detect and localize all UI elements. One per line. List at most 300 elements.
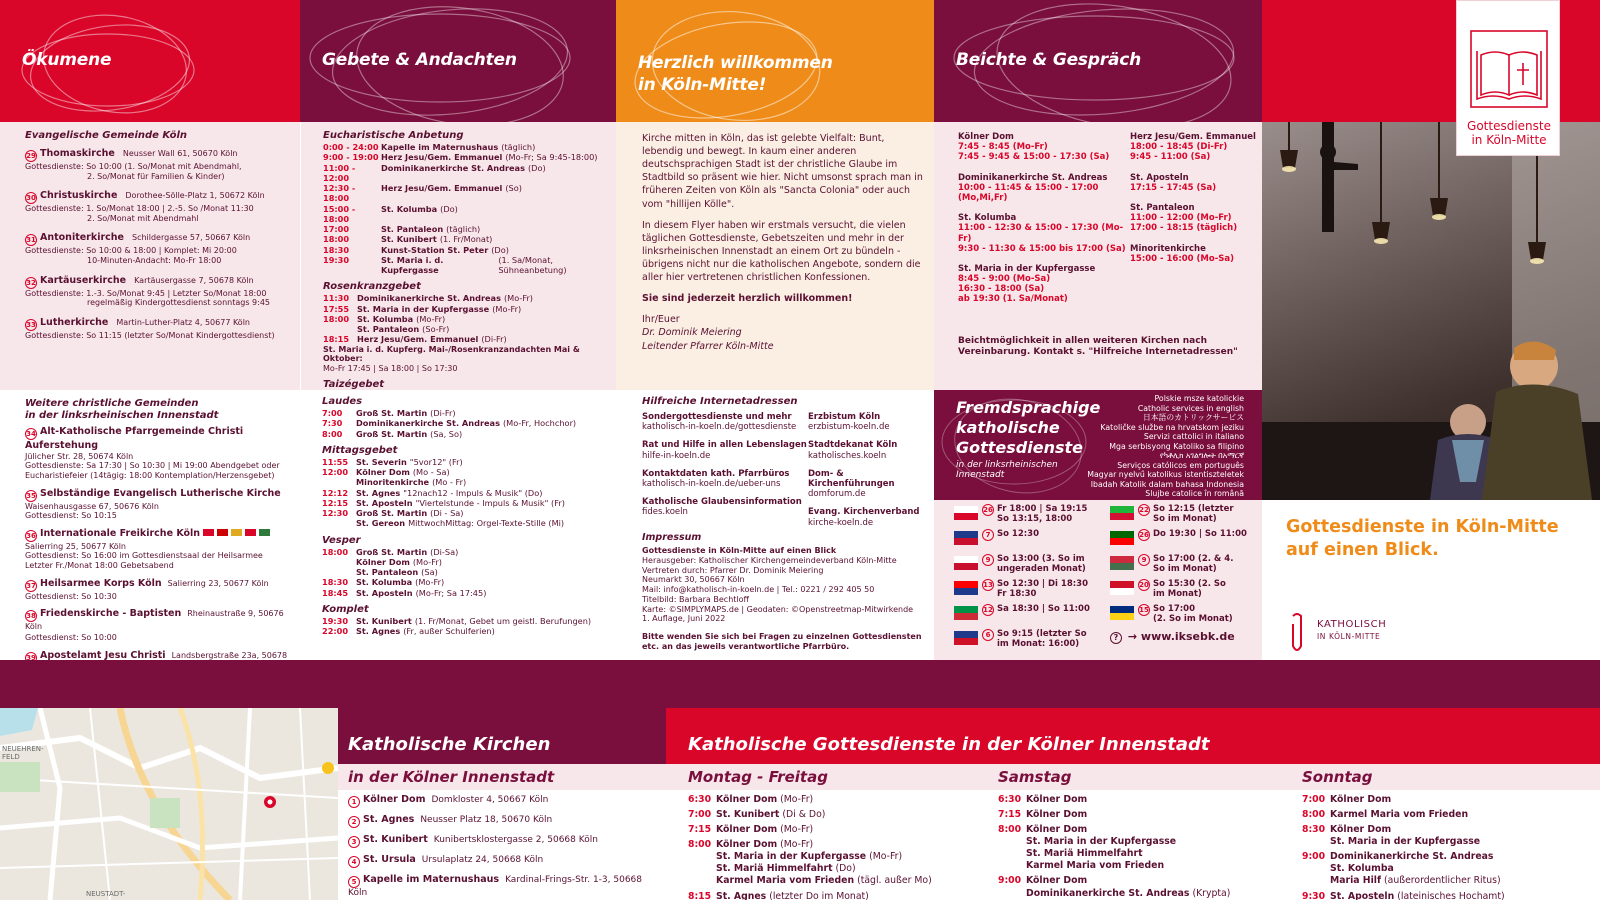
beichte-church: St. Aposteln <box>1130 172 1189 183</box>
gd-so-title: Sonntag <box>1302 768 1373 786</box>
service-time: 8:30 <box>1302 824 1326 836</box>
oekumene-panel <box>0 122 300 390</box>
service-time: 8:00 <box>688 839 712 851</box>
church-number: 20 <box>1139 581 1149 589</box>
fremd-left <box>954 504 1122 654</box>
list-title: Eucharistische Anbetung <box>323 130 464 141</box>
language-line: Catholic services in english <box>1137 403 1244 413</box>
service-row <box>998 824 1298 836</box>
schedule-note: (Do) <box>527 162 546 173</box>
schedule-time: 19:30 <box>323 254 350 265</box>
schedule-note: (Mo-Fr) <box>412 556 442 567</box>
schedule-church: Herz Jesu/Gem. Emmanuel <box>357 334 479 345</box>
welcome-text <box>642 132 924 353</box>
service-note: (Di & Do) <box>782 809 826 821</box>
schedule-row <box>322 577 614 587</box>
list-title: Mittagsgebet <box>322 444 398 456</box>
links-panel <box>616 390 934 660</box>
link-label: Stadtdekanat Köln <box>808 440 898 451</box>
schedule-note: (Mo-Fr, Hochchor) <box>502 418 577 429</box>
fremd-time: Sa 18:30 | So 11:00 <box>997 604 1090 614</box>
church-number: 3 <box>348 836 360 848</box>
link-label: Dom- & Kirchenführungen <box>808 468 895 489</box>
service-row <box>688 875 988 887</box>
schedule-row <box>323 224 615 234</box>
fremd-time: ungeraden Monat) <box>997 564 1086 575</box>
beichte-entry <box>1130 173 1262 193</box>
schedule-row <box>323 324 615 334</box>
fremd-times <box>1153 504 1234 524</box>
service-time <box>998 860 1026 872</box>
gd-sa-list <box>998 794 1298 900</box>
fremd-times <box>1153 604 1233 624</box>
schedule-time: 12:00 <box>322 467 349 477</box>
flag-icon <box>1110 506 1134 520</box>
schedule-time: 8:00 <box>322 428 343 439</box>
fremd-row <box>1110 504 1260 529</box>
flag-icon <box>954 581 978 595</box>
schedule-church: St. Severin <box>356 456 407 467</box>
beichte-church: St. Maria in der Kupfergasse <box>958 263 1096 274</box>
church-heading <box>25 232 295 246</box>
church-name: Internationale Freikirche Köln <box>40 527 201 539</box>
church-name: Thomaskirche <box>40 148 115 159</box>
service-church: Kölner Dom <box>716 824 778 836</box>
schedule-row <box>322 477 614 487</box>
church-detail: Gottesdienst: So 16:00 im Gottesdienstsaal der Heilsarmee <box>25 551 263 561</box>
link-entry <box>642 412 812 432</box>
map-label: NEUEHREN- FELD <box>2 745 44 761</box>
schedule-note: (Mo - Fr) <box>432 477 467 488</box>
church-address: Kardinal-Frings-Str. 1-3, 50668 Köln <box>348 875 643 898</box>
gd-title: Katholische Gottesdienste in der Kölner Innenstadt <box>688 734 1210 755</box>
beichte-church: Kölner Dom <box>958 132 1014 142</box>
flag-icon <box>231 529 242 536</box>
church-heading <box>25 488 297 502</box>
gd-header <box>666 708 1600 764</box>
link-url[interactable]: katholisches.koeln <box>808 450 887 461</box>
fremd-time: So 17:00 (2. & 4. <box>1153 554 1234 564</box>
service-church: Kölner Dom <box>1026 794 1088 805</box>
church-address: Dorothee-Sölle-Platz 1, 50672 Köln <box>125 191 265 201</box>
church-number: 15 <box>1139 606 1149 614</box>
flag-row <box>200 529 270 539</box>
service-note: (Mo-Fr) <box>780 839 814 851</box>
service-row <box>688 891 988 900</box>
schedule-time: 15:00 - 18:00 <box>323 203 356 224</box>
schedule-time: 7:30 <box>322 418 343 429</box>
divider-strip <box>0 660 1600 708</box>
schedule-time: 12:30 - 18:00 <box>323 183 356 204</box>
gebete-list-2 <box>322 396 614 636</box>
schedule-note: (täglich) <box>501 142 536 152</box>
service-row <box>1302 851 1600 863</box>
schedule-row <box>323 314 615 324</box>
schedule-row <box>322 508 614 518</box>
schedule-row <box>322 557 614 567</box>
gd-mf-list <box>688 794 988 900</box>
service-note: (Mo-Fr) <box>780 794 814 805</box>
schedule-note: (Mo-Fr; Sa 9:45-18:00) <box>505 152 598 163</box>
schedule-note: (Sa, So) <box>430 428 463 439</box>
language-line: 日本語のカトリックサービス <box>1142 413 1244 422</box>
link-entry <box>642 497 812 517</box>
service-row <box>1302 794 1600 806</box>
church-number: 2 <box>348 816 360 828</box>
fremd-times <box>997 554 1086 574</box>
church-address: Landsbergstraße 23a, 50678 <box>171 650 288 660</box>
header-oekumene <box>0 0 300 122</box>
schedule-church: Groß St. Martin <box>356 428 428 439</box>
church-services-note: regelmäßig Kindergottesdienst sonntags 9:45 <box>87 298 270 308</box>
tagline-panel <box>1262 500 1600 660</box>
impressum-line: Gottesdienste in Köln-Mitte auf einen Blick <box>642 546 837 555</box>
link-url[interactable]: hilfe-in-koeln.de <box>642 450 711 461</box>
schedule-time <box>322 477 356 487</box>
fremd-time: So 15:30 (2. So <box>1153 579 1226 589</box>
signature-name: Dr. Dominik Meiering <box>642 327 742 339</box>
list-title: Laudes <box>322 396 363 407</box>
flag-icon <box>954 531 978 545</box>
church-entry <box>25 148 295 181</box>
church-address: Kartäusergasse 7, 50678 Köln <box>134 275 254 285</box>
link-url[interactable]: fides.koeln <box>642 507 688 518</box>
beichte-note: Beichtmöglichkeit in allen weiteren Kirchen nach Vereinbarung. Kontakt s. "Hilfreiche Internetadressen" <box>958 336 1238 357</box>
church-heading <box>25 608 297 633</box>
church-services-note: 2. So/Monat mit Abendmahl <box>87 213 199 223</box>
service-row <box>1302 836 1600 848</box>
church-name: St. Kunibert <box>363 834 428 845</box>
church-entry <box>25 528 297 571</box>
link-label: Rat und Hilfe in allen Lebenslagen <box>642 440 807 451</box>
beichte-time: 9:30 - 11:30 & 15:00 bis 17:00 (Sa) <box>958 243 1126 254</box>
schedule-note: (Mo-Fr; Sa 17:45) <box>415 587 487 598</box>
church-heading <box>25 190 295 204</box>
service-note: (Do) <box>835 863 856 875</box>
fremd-time: im Monat: 16:00) <box>997 639 1080 650</box>
list-title: Komplet <box>322 603 369 615</box>
church-name: Christuskirche <box>40 190 118 202</box>
schedule-row <box>322 429 614 439</box>
church-services: Gottesdienste: 1. So/Monat 18:00 | 2.-5. So /Monat 11:30 <box>25 204 254 214</box>
schedule-time: 18:00 <box>323 313 350 324</box>
schedule-time: 12:30 <box>322 508 349 518</box>
link-url[interactable]: katholisch-in-koeln.de/ueber-uns <box>642 478 781 489</box>
church-entry <box>25 426 297 481</box>
service-row <box>688 794 988 806</box>
schedule-church: St. Maria i. d. Kupfergasse <box>381 254 444 275</box>
kirche-entry <box>348 834 664 848</box>
service-time: 9:00 <box>998 875 1022 887</box>
service-note: (außerordentlicher Ritus) <box>1384 875 1501 887</box>
impressum-line: Titelbild: Barbara Bechtloff <box>642 594 750 604</box>
schedule-time: 0:00 - 24:00 <box>323 142 379 152</box>
service-time: 7:00 <box>1302 794 1326 805</box>
schedule-time: 18:15 <box>323 334 350 345</box>
flag-icon <box>954 506 978 520</box>
church-number: 31 <box>26 236 36 245</box>
service-time <box>1302 875 1330 887</box>
schedule-time: 11:55 <box>322 456 349 467</box>
service-note: (Mo-Fr) <box>869 851 903 863</box>
fremd-time: So 9:15 (letzter So <box>997 629 1087 639</box>
flag-icon <box>1110 606 1134 620</box>
service-row <box>1302 863 1600 875</box>
link-entry <box>808 440 932 460</box>
schedule-row <box>322 418 614 428</box>
fremd-time: Fr 18:30 <box>997 589 1037 600</box>
church-name: Kölner Dom <box>363 794 426 805</box>
fremd-time: Do 19:30 | So 11:00 <box>1153 529 1247 539</box>
beichte-church: Minoritenkirche <box>1130 243 1206 254</box>
fremd-time: Fr 18:00 | Sa 19:15 <box>997 504 1088 514</box>
service-note: (Mo-Fr) <box>780 824 814 836</box>
link-label: Erzbistum Köln <box>808 412 881 422</box>
kirche-entry <box>348 794 664 808</box>
beichte-entry <box>1130 132 1262 163</box>
beichte-entry <box>958 132 1128 163</box>
church-number: 26 <box>1139 531 1149 539</box>
church-interior-image <box>1262 122 1600 500</box>
church-address: Neusser Platz 18, 50670 Köln <box>420 815 553 825</box>
beichte-entry <box>1130 244 1262 264</box>
service-time: 6:30 <box>688 794 712 805</box>
schedule-time: 17:00 <box>323 224 350 234</box>
beichte-time: 8:45 - 9:00 (Mo-Sa) <box>958 274 1051 285</box>
schedule-church: Herz Jesu/Gem. Emmanuel <box>381 183 503 193</box>
schedule-time <box>322 567 356 577</box>
church-detail: Salierring 25, 50677 Köln <box>25 541 126 551</box>
schedule-church: Groß St. Martin <box>356 546 428 557</box>
language-line: Katoličke službe na hrvatskom jeziku <box>1100 422 1244 432</box>
church-name: Kapelle im Maternushaus <box>363 874 500 885</box>
church-address: Schildergasse 57, 50667 Köln <box>131 233 251 243</box>
fremd-row <box>954 629 1122 654</box>
schedule-row <box>322 547 614 557</box>
header-beichte <box>934 0 1262 122</box>
schedule-note: (Mo-Fr) <box>503 293 534 304</box>
welcome-panel <box>616 122 934 390</box>
church-detail: Gottesdienst: So 10:00 <box>25 632 117 642</box>
map <box>0 708 338 900</box>
link-url[interactable]: erzbistum-koeln.de <box>808 422 890 433</box>
schedule-church: Minoritenkirche <box>356 477 430 488</box>
service-row <box>688 863 988 875</box>
church-address: Martin-Luther-Platz 4, 50677 Köln <box>116 317 250 327</box>
service-time <box>1302 836 1330 848</box>
schedule-row <box>323 255 615 276</box>
fremd-row <box>1110 579 1260 604</box>
gd-so-list <box>1302 794 1600 900</box>
fremd-row <box>954 554 1122 579</box>
church-name: Apostelamt Jesu Christi <box>40 649 166 660</box>
link-entry <box>642 469 812 489</box>
section-title-beichte: Beichte & Gespräch <box>956 50 1142 70</box>
schedule-time: 19:30 <box>322 615 349 626</box>
impressum-line: Herausgeber: Katholischer Kirchengemeindeverband Köln-Mitte <box>642 555 897 565</box>
church-number: 9 <box>1138 554 1150 566</box>
schedule-row <box>323 152 615 162</box>
church-heading <box>25 650 297 660</box>
fremd-time: So 13:00 (3. So im <box>997 554 1085 564</box>
fremd-times <box>1153 529 1247 539</box>
schedule-note: MittwochMittag: Orgel-Texte-Stille (Mi) <box>408 518 565 529</box>
schedule-time: 9:00 - 19:00 <box>323 152 379 163</box>
beichte-panel <box>934 122 1262 390</box>
schedule-note: (Do) <box>491 244 509 255</box>
schedule-church: St. Kunibert <box>356 615 412 626</box>
fremd-row <box>1110 529 1260 554</box>
fremd-subtitle: in der linksrheinischen Innenstadt <box>956 460 1058 481</box>
schedule-row <box>323 304 615 314</box>
fremd-times <box>997 529 1039 539</box>
church-detail: Letzter Fr./Monat 18:00 Gebetsabend <box>25 560 174 570</box>
impressum-title: Impressum <box>642 532 702 543</box>
more-list <box>25 426 297 660</box>
link-label: Sondergottesdienste und mehr <box>642 412 792 422</box>
church-entry <box>25 232 295 265</box>
schedule-church: St. Kunibert <box>381 234 437 245</box>
church-address: Domkloster 4, 50667 Köln <box>431 795 549 805</box>
service-church: Kölner Dom <box>1330 824 1392 836</box>
fremd-right <box>1110 504 1260 629</box>
schedule-church: St. Pantaleon <box>381 224 444 234</box>
fremd-time: So 13:15, 18:00 <box>997 514 1073 525</box>
kirchen-subheader <box>338 764 666 790</box>
church-number: 1 <box>348 796 360 808</box>
info-icon: ? <box>1110 632 1122 644</box>
schedule-time: 12:12 <box>322 487 349 498</box>
schedule-row <box>323 234 615 244</box>
schedule-church: St. Pantaleon <box>356 567 419 577</box>
fremd-row <box>954 604 1122 629</box>
church-heading <box>25 148 295 162</box>
schedule-church: Dominikanerkirche St. Andreas <box>381 162 525 173</box>
church-address: Kunibertsklostergasse 2, 50668 Köln <box>433 835 598 845</box>
flag-icon <box>217 529 228 536</box>
church-number: 29 <box>26 152 36 160</box>
church-name: St. Ursula <box>363 854 416 865</box>
service-church: St. Mariä Himmelfahrt <box>1026 848 1143 860</box>
church-entry <box>25 317 295 341</box>
beichte-time: 9:45 - 11:00 (Sa) <box>1130 152 1211 163</box>
service-note: (letzter Do im Monat) <box>769 890 869 900</box>
service-time: 9:30 <box>1302 890 1326 900</box>
fremd-header <box>934 390 1262 500</box>
schedule-note: (Mo-Fr) <box>416 313 446 324</box>
church-number: 35 <box>26 491 36 500</box>
brand: KATHOLISCH IN KÖLN-MITTE <box>1317 619 1387 641</box>
church-address: Salierring 23, 50677 Köln <box>167 578 269 588</box>
schedule-row <box>322 488 614 498</box>
schedule-church: St. Kolumba <box>356 577 413 588</box>
schedule-note: "Viertelstunde - Impuls & Musik" (Fr) <box>415 497 565 508</box>
schedule-row <box>323 245 615 255</box>
service-time: 7:00 <box>688 809 712 821</box>
impressum-line: Karte: ©SIMPLYMAPS.de | Geodaten: ©Openstreetmap-Mitwirkende <box>642 604 914 614</box>
schedule-note: (Mo-Fr) <box>415 577 445 588</box>
service-time <box>998 888 1026 900</box>
service-church: Kölner Dom <box>1026 809 1088 821</box>
beichte-time: 15:00 - 16:00 (Mo-Sa) <box>1130 253 1234 264</box>
link-url[interactable]: domforum.de <box>808 489 866 500</box>
schedule-time <box>322 518 356 528</box>
service-time: 6:30 <box>998 794 1022 805</box>
schedule-note: (Mo-Fr) <box>492 303 522 314</box>
schedule-time: 18:45 <box>322 587 349 598</box>
schedule-note: (Di-Fr) <box>430 408 456 418</box>
schedule-church: St. Gereon <box>356 518 406 529</box>
flag-icon <box>1110 531 1134 545</box>
service-row <box>998 794 1298 806</box>
fremd-row <box>954 504 1122 529</box>
language-line: Polskie msze katolickie <box>1154 394 1244 403</box>
church-number: 34 <box>26 430 36 438</box>
kirche-entry <box>348 814 664 828</box>
schedule-time: 18:00 <box>322 546 349 557</box>
beichte-time: 17:00 - 18:15 (täglich) <box>1130 223 1238 234</box>
welcome-p1: Kirche mitten in Köln, das ist gelebte Vielfalt: Bunt, lebendig und bewegt. In kaum einer anderen deutschsprachigen Stadt ist der christliche Glaube im Stadtbild so präsent wie hier. Nicht umsonst sprach man in früheren Zeiten von Köln als "Sancta Colonia" oder auch vom "hillijen Kölle". <box>642 133 923 210</box>
service-church: Kölner Dom <box>1026 875 1088 887</box>
schedule-time <box>323 324 357 334</box>
service-church: Kölner Dom <box>716 794 778 805</box>
church-number: 39 <box>25 652 37 660</box>
beichte-church: St. Pantaleon <box>1130 202 1195 213</box>
service-time <box>998 848 1026 860</box>
fremd-url-link[interactable]: www.iksebk.de <box>1140 630 1235 643</box>
impressum-line: Neumarkt 30, 50667 Köln <box>642 575 745 585</box>
schedule-church: Kapelle im Maternushaus <box>381 142 499 152</box>
fremd-time: (2. So im Monat) <box>1153 614 1233 625</box>
service-row <box>1302 875 1600 887</box>
flag-icon <box>954 606 978 620</box>
beichte-entry <box>1130 203 1262 234</box>
link-url[interactable]: katholisch-in-koeln.de/gottesdienste <box>642 422 797 433</box>
beichte-church: St. Kolumba <box>958 213 1017 224</box>
schedule-church: St. Kolumba <box>381 203 438 214</box>
service-church: Karmel Maria vom Frieden <box>716 875 855 887</box>
service-row <box>998 848 1298 860</box>
service-time: 7:15 <box>688 824 712 836</box>
service-church: Kölner Dom <box>1330 794 1392 805</box>
church-heading <box>25 578 297 592</box>
church-number: 33 <box>26 320 36 329</box>
paperclip-icon <box>1288 612 1306 656</box>
tagline: Gottesdienste in Köln-Mitte auf einen Blick. <box>1286 517 1559 560</box>
header-gebete <box>300 0 616 122</box>
church-number: 7 <box>982 529 994 541</box>
service-church: Kölner Dom <box>1026 824 1088 836</box>
beichte-left <box>958 132 1128 315</box>
logo-text: Gottesdienste in Köln-Mitte <box>1467 119 1551 148</box>
fremd-row <box>954 529 1122 554</box>
church-number: 38 <box>26 612 36 621</box>
city-map <box>0 708 338 900</box>
service-church: Dominikanerkirche St. Andreas <box>1026 887 1190 899</box>
kirche-entry <box>348 854 664 868</box>
link-url[interactable]: kirche-koeln.de <box>808 517 874 528</box>
church-number: 5 <box>348 876 360 888</box>
language-list <box>1074 394 1244 499</box>
fremd-url-row <box>1110 630 1235 644</box>
welcome-p2: In diesem Flyer haben wir erstmals versucht, die vielen täglichen Gottesdienste, Gebetszeiten und mehr in der linksrheinischen Innenstadt an einem Ort zu bündeln - übrigens nicht nur die katholischen Angebote, sondern die aller hier vertretenen christlichen Konfessionen. <box>642 219 921 284</box>
bible-icon <box>1469 29 1549 109</box>
schedule-time: 18:30 <box>322 577 349 588</box>
church-name: St. Agnes <box>363 814 415 825</box>
service-church: St. Mariä Himmelfahrt <box>716 863 833 875</box>
beichte-entry <box>958 213 1128 254</box>
fremd-row <box>1110 604 1260 629</box>
